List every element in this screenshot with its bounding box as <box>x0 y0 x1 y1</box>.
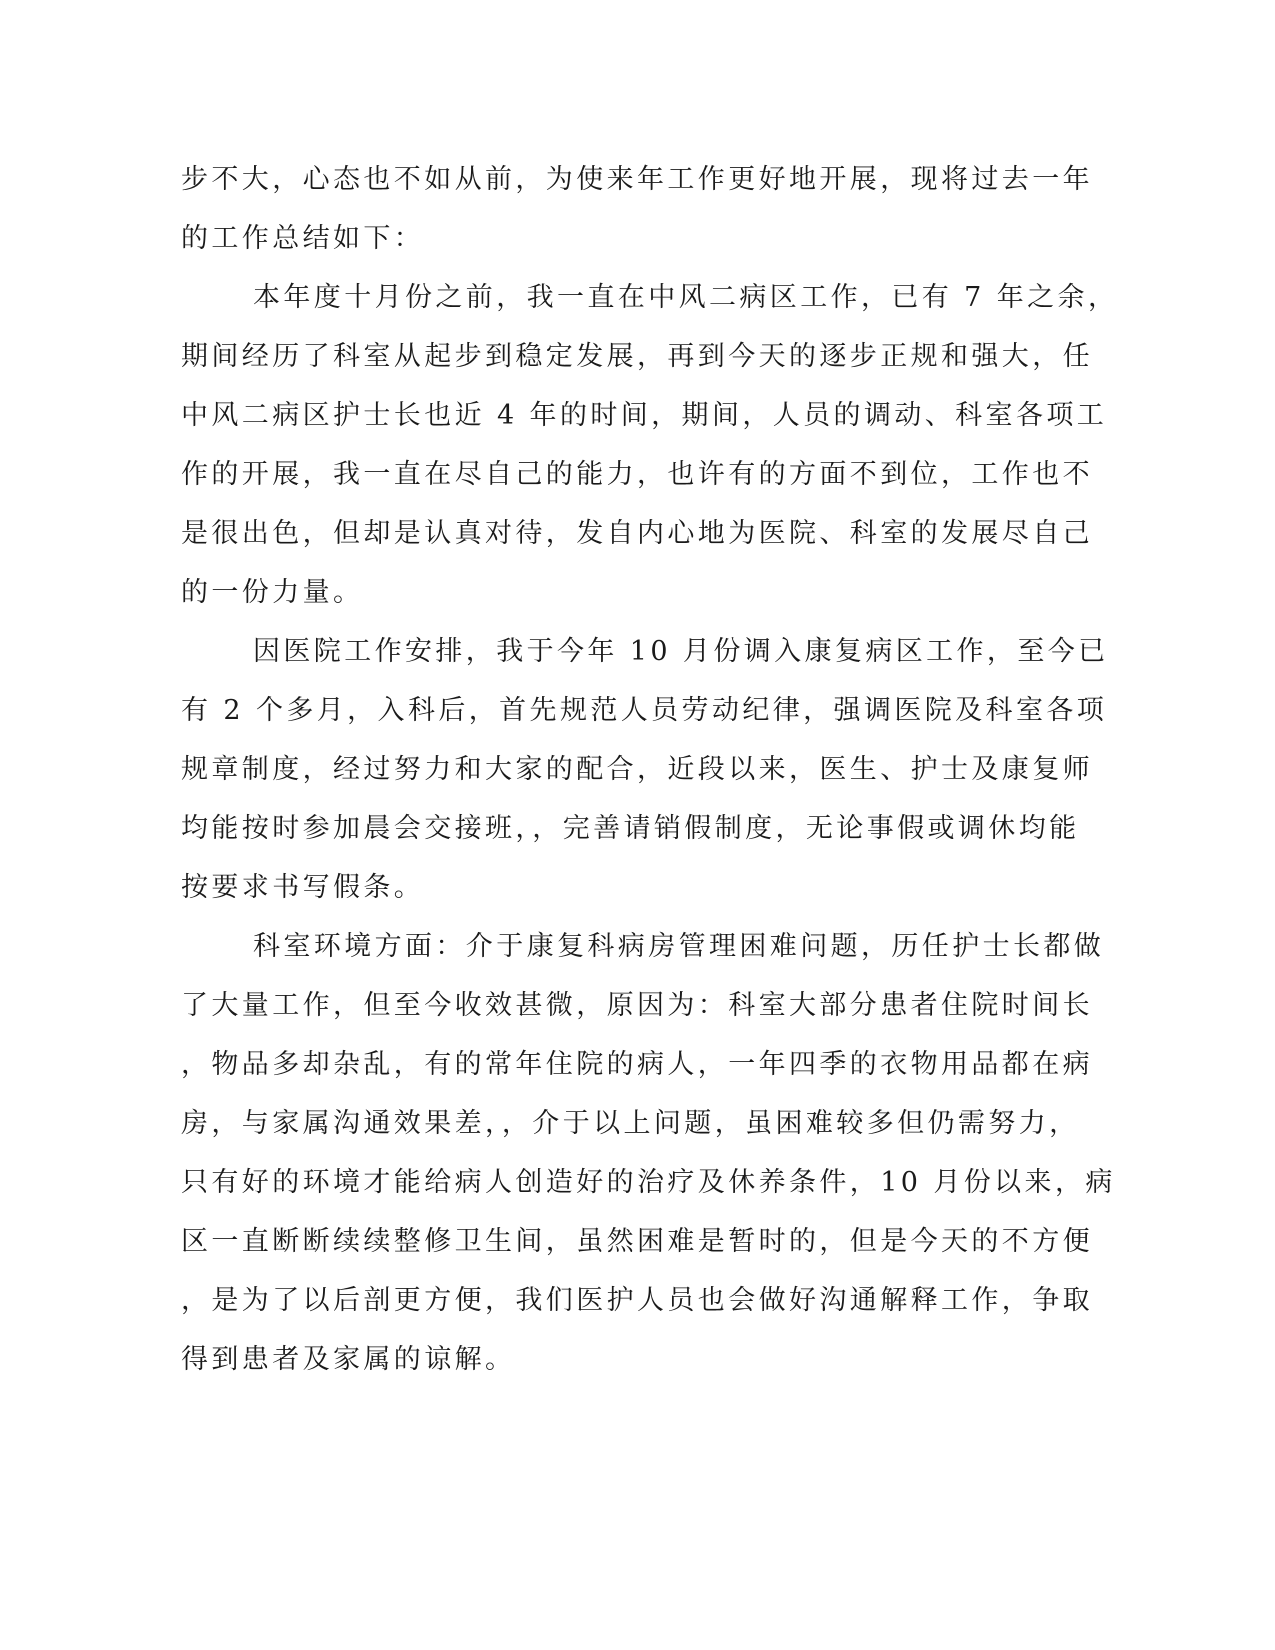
text-line: 区一直断断续续整修卫生间，虽然困难是暂时的，但是今天的不方便 <box>181 1226 1093 1257</box>
paragraph-first-line: 本年度十月份之前，我一直在中风二病区工作，已有 7 年之余， <box>253 282 1119 313</box>
text-line: 房，与家属沟通效果差，，介于以上问题，虽困难较多但仍需努力， <box>181 1108 1080 1139</box>
paragraph-first-line: 科室环境方面：介于康复科病房管理困难问题，历任护士长都做 <box>253 931 1105 962</box>
text-line: ，物品多却杂乱，有的常年住院的病人，一年四季的衣物用品都在病 <box>181 1049 1093 1080</box>
text-line: 是很出色，但却是认真对待，发自内心地为医院、科室的发展尽自己 <box>181 518 1093 549</box>
text-line: 了大量工作，但至今收效甚微，原因为：科室大部分患者住院时间长 <box>181 990 1093 1021</box>
text-line: 按要求书写假条。 <box>181 872 425 903</box>
text-line: 期间经历了科室从起步到稳定发展，再到今天的逐步正规和强大，任 <box>181 341 1093 372</box>
text-line: ，是为了以后剖更方便，我们医护人员也会做好沟通解释工作，争取 <box>181 1285 1093 1316</box>
text-line: 作的开展，我一直在尽自己的能力，也许有的方面不到位，工作也不 <box>181 459 1093 490</box>
text-line: 只有好的环境才能给病人创造好的治疗及休养条件，10 月份以来，病 <box>181 1167 1116 1198</box>
text-line: 得到患者及家属的谅解。 <box>181 1344 516 1375</box>
text-line: 的一份力量。 <box>181 577 364 608</box>
text-line: 步不大，心态也不如从前，为使来年工作更好地开展，现将过去一年 <box>181 164 1093 195</box>
text-line: 中风二病区护士长也近 4 年的时间，期间，人员的调动、科室各项工 <box>181 400 1108 431</box>
text-line: 有 2 个多月，入科后，首先规范人员劳动纪律，强调医院及科室各项 <box>181 695 1108 726</box>
text-line: 的工作总结如下： <box>181 223 425 254</box>
text-line: 规章制度，经过努力和大家的配合，近段以来，医生、护士及康复师 <box>181 754 1093 785</box>
text-line: 均能按时参加晨会交接班，，完善请销假制度，无论事假或调休均能 <box>181 813 1080 844</box>
paragraph-first-line: 因医院工作安排，我于今年 10 月份调入康复病区工作，至今已 <box>253 636 1109 667</box>
